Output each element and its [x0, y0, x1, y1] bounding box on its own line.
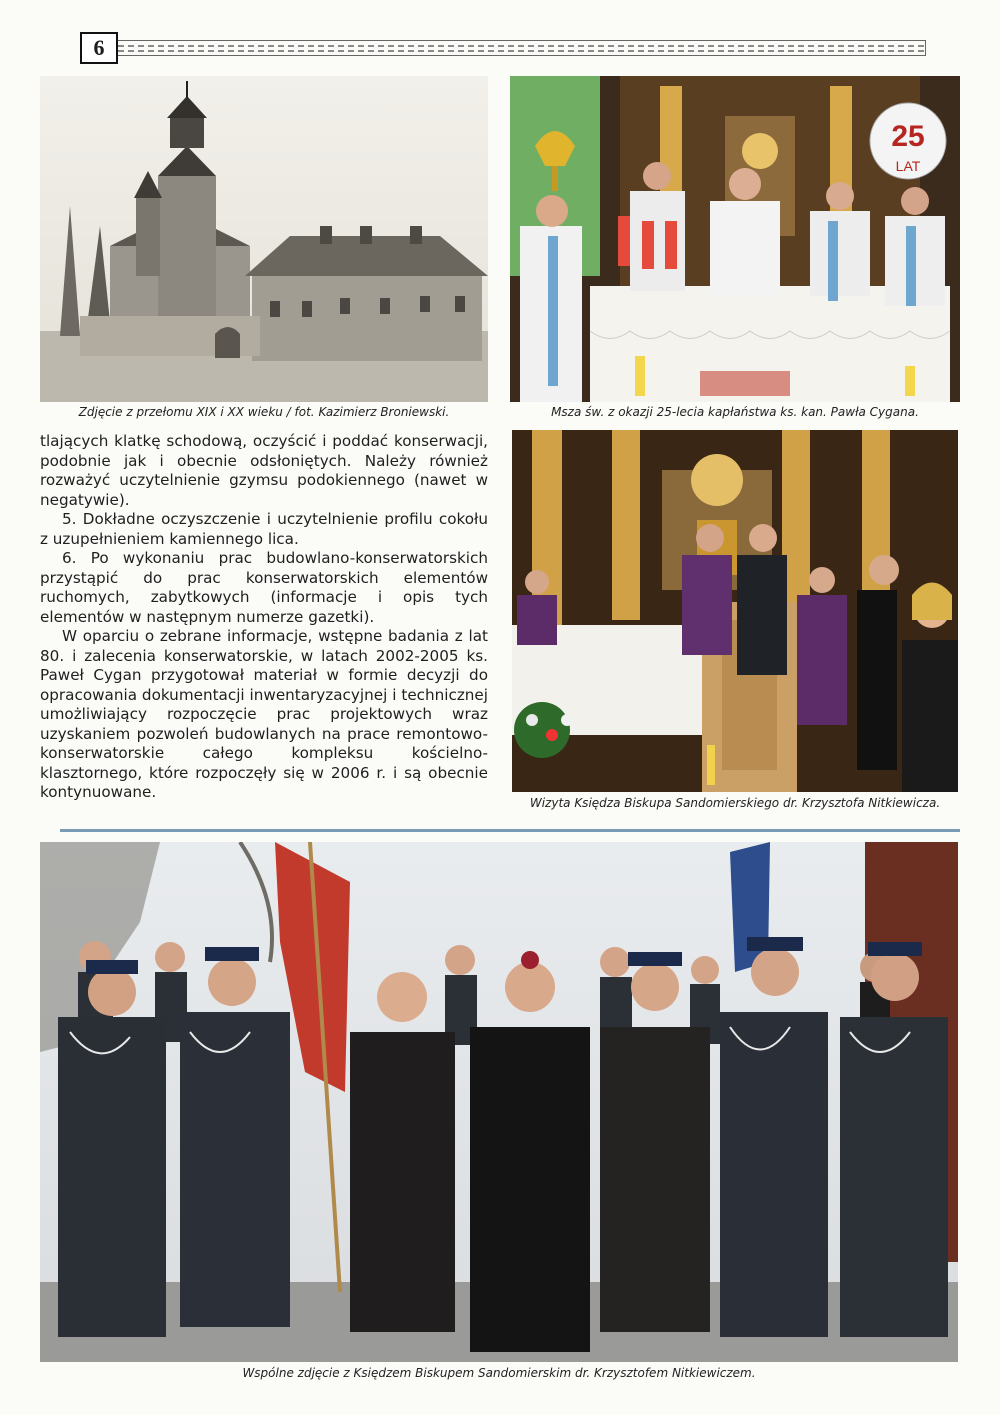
bishop-visit-caption: Wizyta Księdza Biskupa Sandomierskiego dr. Krzysztofa Nitkiewicza. — [529, 796, 941, 810]
article-body — [40, 432, 488, 803]
anniversary-sign-text: LAT — [895, 158, 921, 174]
page-number: 6 — [80, 32, 118, 64]
article-paragraph: tlających klatkę schodową, oczyścić i poddać konserwacji, podobnie jak i obecnie odsłoniętych. Należy również rozważyć uczytelnienie gzymsu podokiennego (nawet w negatywie). — [40, 432, 488, 509]
anniversary-sign-number: 25 — [891, 120, 925, 153]
mass-photo-caption: Msza św. z okazji 25-lecia kapłaństwa ks. kan. Pawła Cygana. — [551, 405, 919, 419]
group-photo — [40, 842, 958, 1362]
article-paragraph: 5. Dokładne oczyszczenie i uczytelnienie profilu cokołu z uzupełnieniem kamiennego lica. — [40, 510, 488, 548]
historic-photo-caption: Zdjęcie z przełomu XIX i XX wieku / fot. Kazimierz Broniewski. — [78, 405, 450, 419]
section-divider — [60, 829, 960, 832]
mass-photo — [510, 76, 960, 402]
bishop-visit-photo — [512, 430, 958, 792]
historic-church-photo — [40, 76, 488, 402]
header-rule — [118, 40, 926, 56]
article-paragraph: 6. Po wykonaniu prac budowlano-konserwatorskich przystąpić do prac konserwatorskich elementów ruchomych, zabytkowych (informacje i opis tych elementów w następnym numerze gazetki). — [40, 549, 488, 626]
group-photo-caption: Wspólne zdjęcie z Księdzem Biskupem Sandomierskim dr. Krzysztofem Nitkiewiczem. — [242, 1366, 756, 1380]
article-paragraph: W oparciu o zebrane informacje, wstępne badania z lat 80. i zalecenia konserwatorskie, w latach 2002-2005 ks. Paweł Cygan przygotował materiał w formie decyzji do opracowania dokumentacji inwentaryzacyjnej i technicznej umożliwiający rozpoczęcie prac projektowych wraz uzyskaniem pozwoleń budowlanych na prace remontowo-konserwatorskie całego kompleksu kościelno-klasztornego, które rozpoczęły się w 2006 r. i są obecnie kontynuowane. — [40, 627, 488, 801]
